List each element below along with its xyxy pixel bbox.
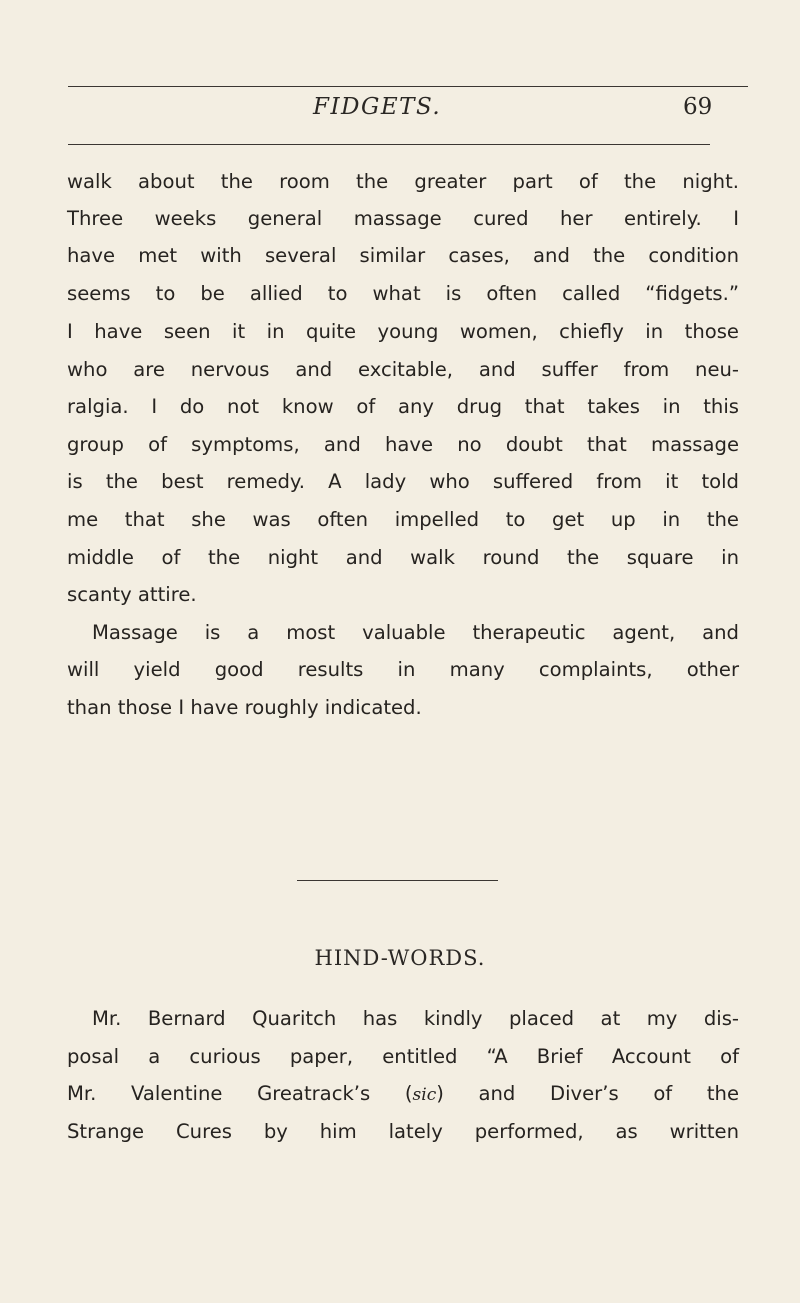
- section-heading: HIND-WORDS.: [314, 946, 486, 970]
- text-line: me that she was often impelled to get up in the: [67, 508, 739, 531]
- text-line: walk about the room the greater part of the night.: [67, 170, 739, 193]
- text-line: Three weeks general massage cured her entirely. I: [67, 207, 739, 230]
- page-number: 69: [683, 94, 713, 120]
- text-line: will yield good results in many complaints, other: [67, 658, 739, 681]
- text-line: I have seen it in quite young women, chiefly in those: [67, 320, 739, 343]
- text-fragment: ) and Diver’s of the: [436, 1082, 739, 1105]
- text-line: middle of the night and walk round the square in: [67, 546, 739, 569]
- text-fragment: Mr. Valentine Greatrack’s (: [67, 1082, 413, 1105]
- text-line: Mr. Bernard Quaritch has kindly placed at my dis-: [92, 1007, 739, 1030]
- text-line: than those I have roughly indicated.: [67, 696, 422, 719]
- text-line: ralgia. I do not know of any drug that takes in this: [67, 395, 739, 418]
- text-line: who are nervous and excitable, and suffer from neu-: [67, 358, 739, 381]
- text-line: have met with several similar cases, and the condition: [67, 244, 739, 267]
- sic-annotation: sic: [412, 1085, 437, 1105]
- header-top-rule: [68, 86, 748, 87]
- text-line: Massage is a most valuable therapeutic agent, and: [92, 621, 739, 644]
- text-line: Strange Cures by him lately performed, as written: [67, 1120, 739, 1143]
- section-divider: [297, 880, 498, 881]
- running-head-title: FIDGETS.: [313, 94, 442, 120]
- text-line: scanty attire.: [67, 583, 197, 606]
- header-bottom-rule: [68, 144, 710, 145]
- text-line: group of symptoms, and have no doubt that massage: [67, 433, 739, 456]
- text-line: posal a curious paper, entitled “A Brief Account of: [67, 1045, 739, 1068]
- text-line: [67, 1081, 739, 1108]
- text-line: is the best remedy. A lady who suffered from it told: [67, 470, 739, 493]
- text-line: seems to be allied to what is often called “fidgets.”: [67, 282, 739, 305]
